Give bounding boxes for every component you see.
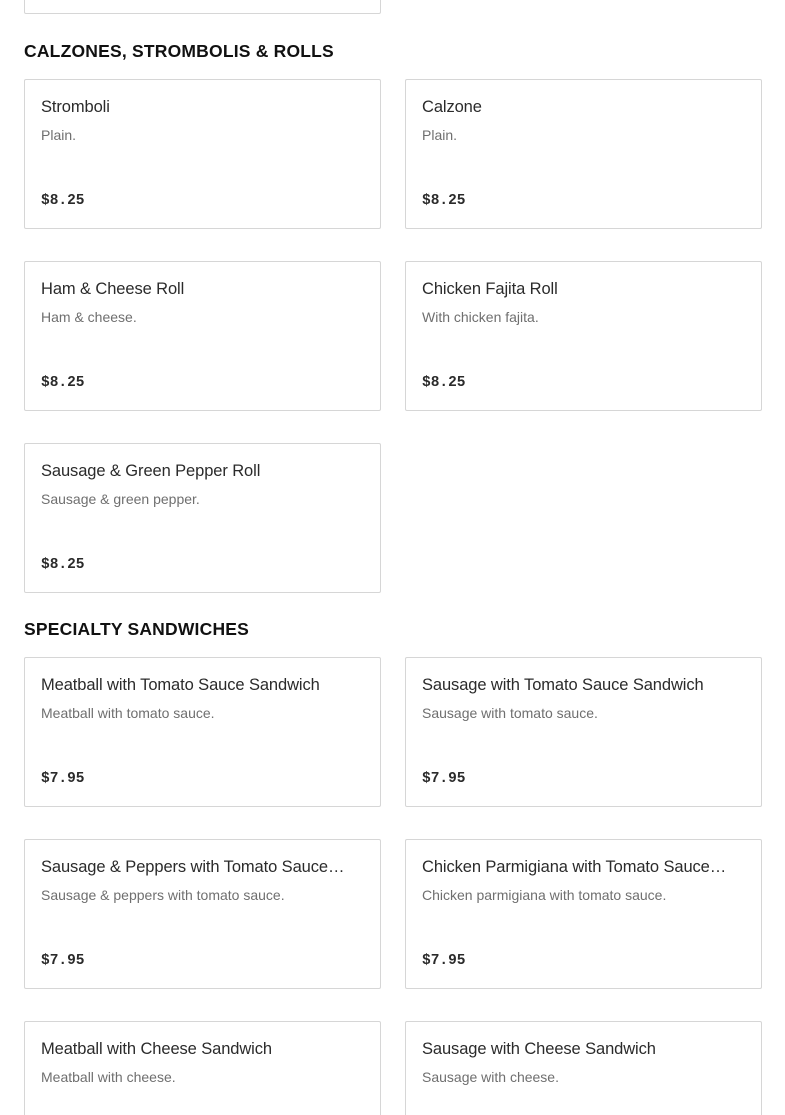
- item-name: Sausage & Green Pepper Roll: [41, 462, 261, 480]
- item-price: $8.25: [41, 557, 85, 573]
- item-description: Plain.: [41, 127, 77, 143]
- item-price: $7.95: [422, 771, 466, 787]
- item-description: Chicken parmigiana with tomato sauce.: [422, 887, 667, 903]
- section-title: CALZONES, STROMBOLIS & ROLLS: [24, 41, 334, 61]
- item-name: Sausage & Peppers with Tomato Sauce…: [41, 858, 345, 876]
- item-price: $8.25: [41, 193, 85, 209]
- item-description: Sausage & green pepper.: [41, 491, 200, 507]
- item-description: Ham & cheese.: [41, 309, 137, 325]
- menu-item-card[interactable]: [24, 0, 381, 14]
- item-description: Meatball with tomato sauce.: [41, 705, 215, 721]
- menu-item-card[interactable]: [24, 79, 381, 229]
- menu-item-card[interactable]: [24, 839, 381, 989]
- item-description: With chicken fajita.: [422, 309, 539, 325]
- item-description: Meatball with cheese.: [41, 1069, 176, 1085]
- menu-item-card[interactable]: [24, 443, 381, 593]
- item-name: Chicken Fajita Roll: [422, 280, 558, 298]
- menu-item-card[interactable]: [405, 1021, 762, 1115]
- item-price: $8.25: [422, 193, 466, 209]
- item-description: Sausage with cheese.: [422, 1069, 559, 1085]
- menu-item-card[interactable]: [405, 79, 762, 229]
- item-price: $8.25: [41, 375, 85, 391]
- item-description: Sausage with tomato sauce.: [422, 705, 598, 721]
- item-name: Calzone: [422, 98, 482, 116]
- menu-item-card[interactable]: [405, 839, 762, 989]
- menu-item-card[interactable]: [24, 1021, 381, 1115]
- menu-item-card[interactable]: [24, 657, 381, 807]
- item-name: Ham & Cheese Roll: [41, 280, 185, 298]
- item-description: Plain.: [422, 127, 458, 143]
- item-name: Meatball with Tomato Sauce Sandwich: [41, 676, 320, 694]
- item-price: $8.25: [422, 375, 466, 391]
- menu-item-card[interactable]: [24, 261, 381, 411]
- item-description: Sausage & peppers with tomato sauce.: [41, 887, 285, 903]
- menu-item-card[interactable]: [405, 261, 762, 411]
- item-price: $7.95: [422, 953, 466, 969]
- item-name: Chicken Parmigiana with Tomato Sauce…: [422, 858, 727, 876]
- item-name: Meatball with Cheese Sandwich: [41, 1040, 272, 1058]
- menu-item-card[interactable]: [405, 657, 762, 807]
- item-price: $7.95: [41, 953, 85, 969]
- item-price: $7.95: [41, 771, 85, 787]
- item-name: Sausage with Tomato Sauce Sandwich: [422, 676, 704, 694]
- item-name: Stromboli: [41, 98, 110, 116]
- section-title: SPECIALTY SANDWICHES: [24, 619, 250, 639]
- item-name: Sausage with Cheese Sandwich: [422, 1040, 656, 1058]
